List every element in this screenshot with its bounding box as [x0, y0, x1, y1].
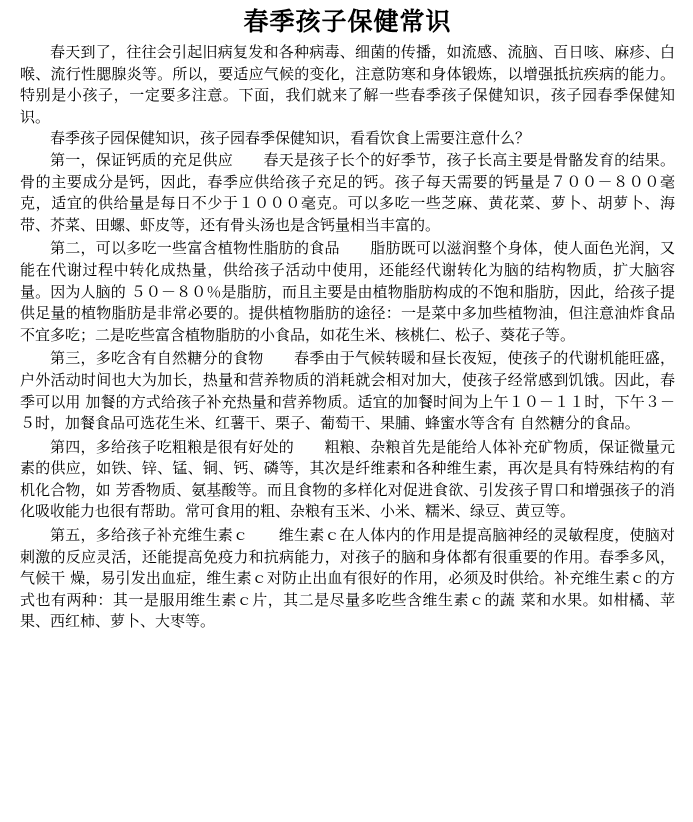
natural-sugar-paragraph: 第三，多吃含有自然糖分的食物 春季由于气候转暖和昼长夜短，使孩子的代谢机能旺盛，户外活动时间也大为加长，热量和营养物质的消耗就会相对加大，使孩子经常感到饥饿。因此，春季可以用 加餐的方式给孩子补充热量和营养物质。适宜的加餐时间为上午１０－１１时，下午３－５时，加餐食品可选花生米、红薯干、栗子、葡萄干、果脯、蜂蜜水等含有 自然糖分的食品。 — [20, 349, 675, 433]
calcium-paragraph: 第一，保证钙质的充足供应 春天是孩子长个的好季节，孩子长高主要是骨骼发育的结果。骨的主要成分是钙，因此，春季应供给孩子充足的钙。孩子每天需要的钙量是７００－８００毫克，适宜的供给量是每日不少于１０００毫克。可以多吃一些芝麻、黄花菜、萝卜、胡萝卜、海带、芥菜、田螺、虾皮等，还有骨头汤也是含钙量相当丰富的。 — [20, 150, 675, 234]
intro-paragraph: 春天到了，往往会引起旧病复发和各种病毒、细菌的传播，如流感、流脑、百日咳、麻疹、白喉、流行性腮腺炎等。所以，要适应气候的变化，注意防寒和身体锻炼，以增强抵抗疾病的能力。特别是小孩子，一定要多注意。下面，我们就来了解一些春季孩子保健知识，孩子园春季保健知识。 — [20, 43, 675, 126]
plant-fat-paragraph: 第二，可以多吃一些富含植物性脂肪的食品 脂肪既可以滋润整个身体，使人面色光润，又能在代谢过程中转化成热量，供给孩子活动中使用，还能经代谢转化为脑的结构物质，扩大脑容量。因为人脑的 ５０－８０％是脂肪，而且主要是由植物脂肪构成的不饱和脂肪，因此，给孩子提供足量的植物脂肪是非常必要的。提供植物脂肪的途径：一是菜中多加些植物油，但注意油炸食品不宜多吃；二是吃些富含植物脂肪的小食品，如花生米、核桃仁、松子、葵花子等。 — [20, 239, 675, 344]
page-title: 春季孩子保健常识 — [243, 7, 452, 36]
diet-question-paragraph: 春季孩子园保健知识，孩子园春季保健知识，看看饮食上需要注意什么？ — [50, 129, 531, 148]
vitamin-c-paragraph: 第五，多给孩子补充维生素ｃ 维生素ｃ在人体内的作用是提高脑神经的灵敏程度，使脑对刺激的反应灵活，还能提高免疫力和抗病能力，对孩子的脑和身体都有很重要的作用。春季多风，气候干 燥，易引发出血症，维生素ｃ对防止出血有很好的作用，必须及时供给。补充维生素ｃ的方式也有两种：其一是服用维生素ｃ片，其二是尽量多吃些含维生素ｃ的蔬 菜和水果。如柑橘、苹果、西红柿、萝卜、大枣等。 — [20, 526, 675, 631]
coarse-grain-paragraph: 第四，多给孩子吃粗粮是很有好处的 粗粮、杂粮首先是能给人体补充矿物质，保证微量元素的供应，如铁、锌、锰、铜、钙、磷等，其次是纤维素和各种维生素，再次是具有特殊结构的有机化合物，如 芳香物质、氨基酸等。而且食物的多样化对促进食欲、引发孩子胃口和增强孩子的消化吸收能力也很有帮助。常可食用的粗、杂粮有玉米、小米、糯米、绿豆、黄豆等。 — [20, 437, 675, 521]
